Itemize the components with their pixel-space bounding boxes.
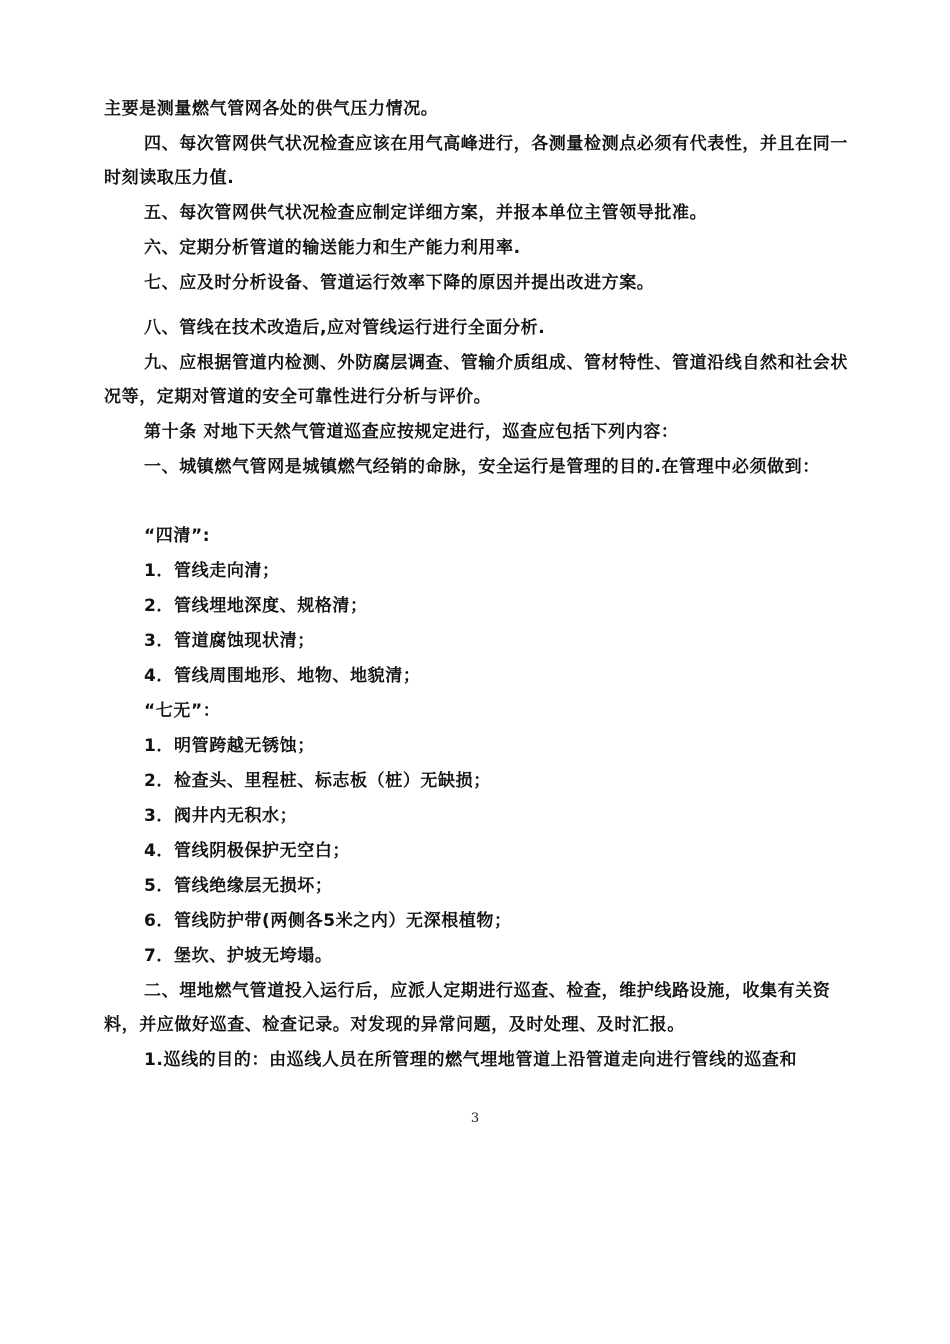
paragraph-item-9: 九、应根据管道内检测、外防腐层调查、管输介质组成、管材特性、管道沿线自然和社会状况等，定期对管道的安全可靠性进行分析与评价。 (104, 353, 848, 407)
list-item: 2．管线埋地深度、规格清； (144, 596, 368, 616)
list-item: 1．明管跨越无锈蚀； (144, 736, 315, 756)
list-item: 4．管线周围地形、地物、地貌清； (144, 666, 421, 686)
patrol-purpose-paragraph: 1.巡线的目的：由巡线人员在所管理的燃气埋地管道上沿管道走向进行管线的巡查和 (144, 1050, 798, 1070)
paragraph-item-5: 五、每次管网供气状况检查应制定详细方案，并报本单位主管领导批准。 (144, 203, 708, 223)
list-item: 6．管线防护带(两侧各5米之内）无深根植物； (144, 911, 512, 931)
four-clear-heading: “四清”: (144, 526, 211, 546)
list-item: 3．管道腐蚀现状清； (144, 631, 315, 651)
list-item: 4．管线阴极保护无空白； (144, 841, 351, 861)
section-one-intro: 一、城镇燃气管网是城镇燃气经销的命脉，安全运行是管理的目的.在管理中必须做到： (144, 457, 820, 477)
list-item: 3．阀井内无积水； (144, 806, 298, 826)
seven-none-heading: “七无”： (144, 701, 221, 721)
paragraph-item-4: 四、每次管网供气状况检查应该在用气高峰进行，各测量检测点必须有代表性，并且在同一时刻读取压力值. (104, 134, 848, 188)
article-ten-heading: 第十条 对地下天然气管道巡查应按规定进行，巡查应包括下列内容： (144, 422, 679, 442)
list-item: 1．管线走向清； (144, 561, 280, 581)
paragraph-continuation: 主要是测量燃气管网各处的供气压力情况。 (104, 99, 439, 119)
list-item: 2．检查头、里程桩、标志板（桩）无缺损； (144, 771, 491, 791)
paragraph-item-8: 八、管线在技术改造后,应对管线运行进行全面分析. (144, 318, 546, 338)
page-number: 3 (470, 1111, 480, 1126)
list-item: 7．堡坎、护坡无垮塌。 (144, 946, 333, 966)
list-item: 5．管线绝缘层无损坏； (144, 876, 333, 896)
paragraph-item-6: 六、定期分析管道的输送能力和生产能力利用率. (144, 238, 521, 258)
section-two-paragraph: 二、埋地燃气管道投入运行后，应派人定期进行巡查、检查，维护线路设施，收集有关资料，并应做好巡查、检查记录。对发现的异常问题，及时处理、及时汇报。 (104, 981, 831, 1035)
paragraph-item-7: 七、应及时分析设备、管道运行效率下降的原因并提出改进方案。 (144, 273, 655, 293)
